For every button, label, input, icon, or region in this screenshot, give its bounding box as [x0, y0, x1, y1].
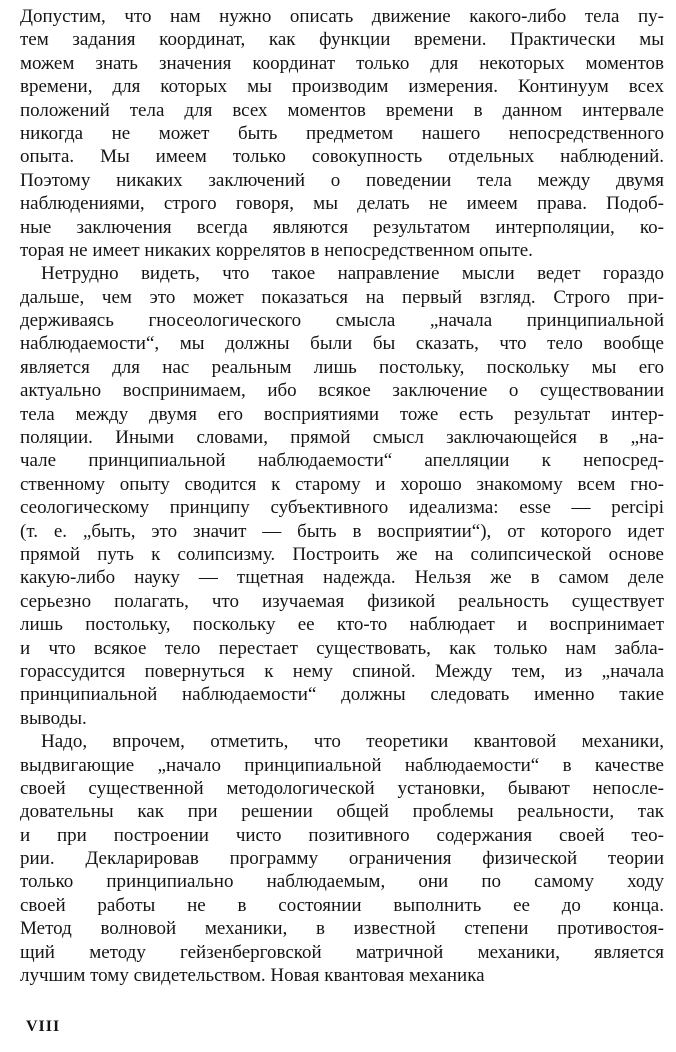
text-line: чале принципиальной наблюдаемости“ апелляции к непосред-	[20, 450, 664, 472]
text-line: ные заключения всегда являются результатом интерполяции, ко-	[20, 216, 664, 238]
text-line: только принципиально наблюдаемым, они по самому ходу	[20, 871, 664, 893]
text-line: тела между двумя его восприятиями тоже есть результат интер-	[20, 403, 664, 425]
text-line: торая не имеет никаких коррелятов в непосредственном опыте.	[20, 239, 533, 261]
text-line: опыта. Мы имеем только совокупность отдельных наблюдений.	[20, 146, 664, 168]
text-line: щий методу гейзенберговской матричной механики, является	[20, 941, 664, 963]
text-line: Нетрудно видеть, что такое направление мысли ведет гораздо	[41, 263, 664, 285]
text-line: лучшим тому свидетельством. Новая квантовая механика	[20, 965, 485, 987]
text-line: своей работы не в состоянии выполнить ее до конца.	[20, 894, 664, 916]
text-line: можем знать значения координат только для некоторых моментов	[20, 52, 664, 74]
text-line: положений тела для всех моментов времени в данном интервале	[20, 99, 664, 121]
paragraph-2	[20, 262, 664, 730]
text-line: тем задания координат, как функции времени. Практически мы	[20, 29, 664, 51]
text-line: своей существенной методологической установки, бывают непосле-	[20, 777, 664, 799]
paragraph-3	[20, 730, 664, 987]
text-line: лишь постольку, поскольку ее кто-то наблюдает и воспринимает	[20, 614, 664, 636]
text-line: выдвигающие „начало принципиальной наблюдаемости“ в качестве	[20, 754, 664, 776]
text-line: наблюдениями, строго говоря, мы делать не имеем права. Подоб-	[20, 193, 664, 215]
text-line: выводы.	[20, 707, 87, 729]
text-line: горассудится повернуться к нему спиной. Между тем, из „начала	[20, 660, 664, 682]
text-line: держиваясь гносеологического смысла „начала принципиальной	[20, 310, 664, 332]
text-line: ственному опыту сводится к старому и хорошо знакомому всем гно-	[20, 473, 664, 495]
text-line: актуально воспринимаем, ибо всякое заключение о существовании	[20, 380, 664, 402]
text-line: времени, для которых мы производим измерения. Континуум всех	[20, 76, 664, 98]
text-line: сеологическому принципу субъективного идеализма: esse — percipi	[20, 497, 664, 519]
text-line: (т. е. „быть, это значит — быть в восприятии“), от которого идет	[20, 520, 664, 542]
text-line: Допустим, что нам нужно описать движение какого-либо тела пу-	[20, 6, 664, 27]
text-line: Надо, впрочем, отметить, что теоретики квантовой механики,	[41, 731, 664, 753]
text-line: рии. Декларировав программу ограничения физической теории	[20, 848, 664, 870]
page-body	[20, 5, 664, 987]
text-line: и что всякое тело перестает существовать, как только нам забла-	[20, 637, 664, 659]
text-line: наблюдаемости“, мы должны были бы сказать, что тело вообще	[20, 333, 664, 355]
text-line: никогда не может быть предметом нашего непосредственного	[20, 122, 664, 144]
text-line: довательны как при решении общей проблемы реальности, так	[20, 801, 664, 823]
text-line: и при построении чисто позитивного содержания своей тео-	[20, 824, 664, 846]
text-line: является для нас реальным лишь постольку, поскольку мы его	[20, 356, 664, 378]
page-number: VIII	[26, 1018, 61, 1035]
text-line: прямой путь к солипсизму. Построить же на солипсической основе	[20, 543, 664, 565]
text-line: серьезно полагать, что изучаемая физикой реальность существует	[20, 590, 664, 612]
text-line: какую-либо науку — тщетная надежда. Нельзя же в самом деле	[20, 567, 664, 589]
paragraph-1	[20, 5, 664, 262]
text-line: Метод волновой механики, в известной степени противостоя-	[20, 918, 664, 940]
text-line: поляции. Иными словами, прямой смысл заключающейся в „на-	[20, 427, 664, 449]
text-line: дальше, чем это может показаться на первый взгляд. Строго при-	[20, 286, 664, 308]
text-line: Поэтому никаких заключений о поведении тела между двумя	[20, 169, 664, 191]
text-line: принципиальной наблюдаемости“ должны следовать именно такие	[20, 684, 664, 706]
